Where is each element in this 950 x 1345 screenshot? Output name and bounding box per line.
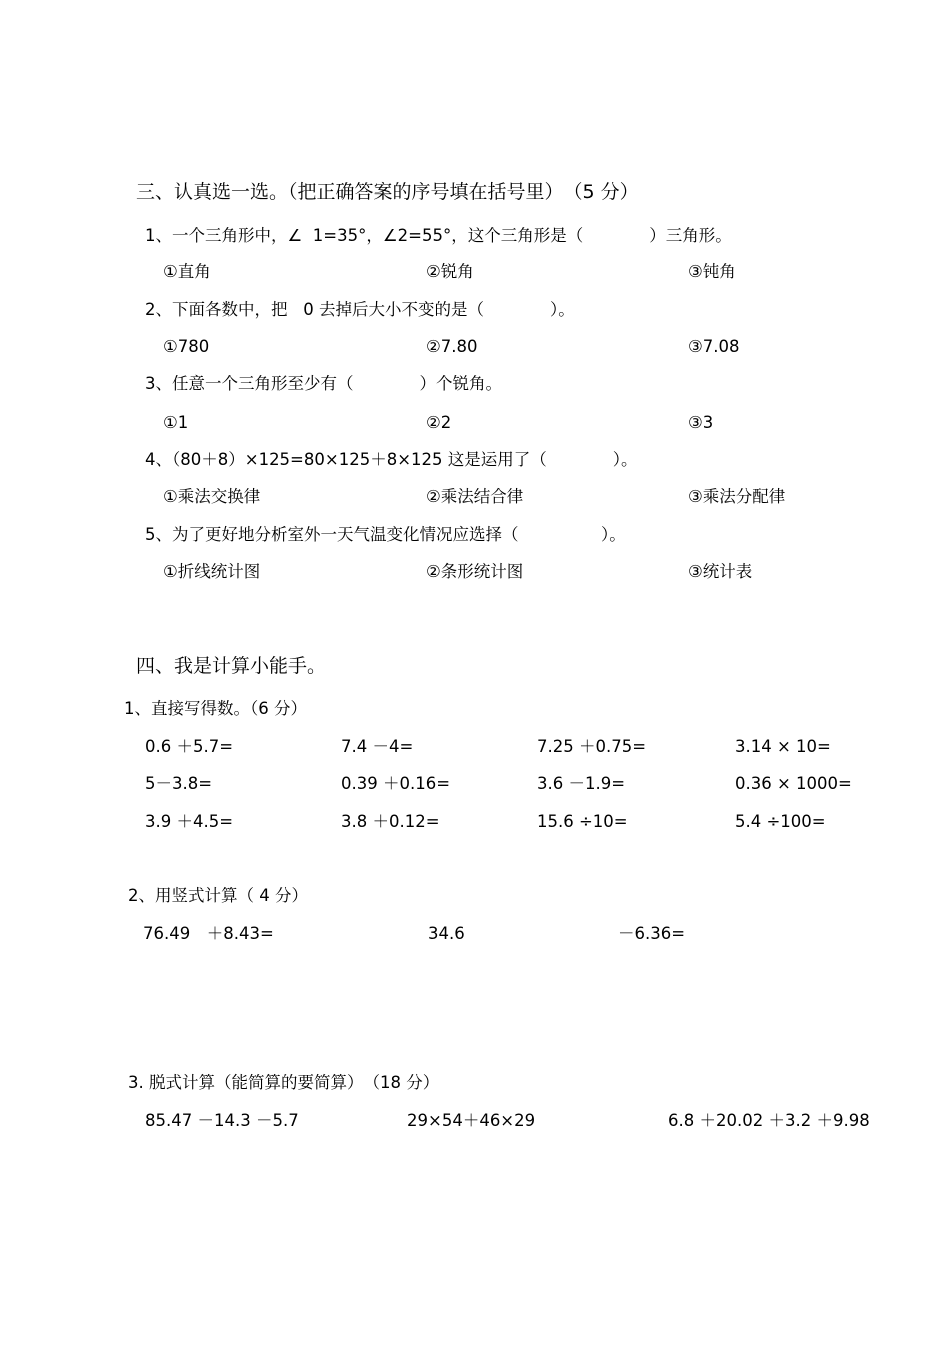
section-4-title: 四、我是计算小能手。 (136, 655, 327, 677)
oral-calc-item: 15.6 ÷10= (537, 812, 628, 831)
stepwise-calc-item: 85.47 －14.3 －5.7 (145, 1111, 299, 1130)
oral-calc-item: 3.9 ＋4.5= (145, 812, 234, 831)
question-5-option-2: ②条形统计图 (426, 562, 524, 581)
question-5-option-3: ③统计表 (688, 562, 753, 581)
question-4-option-3: ③乘法分配律 (688, 487, 786, 506)
question-1-stem: 1、一个三角形中，∠ 1=35°，∠2=55°，这个三角形是（ ）三角形。 (145, 226, 732, 245)
question-3-option-2: ②2 (426, 413, 452, 432)
vertical-calc-item: －6.36= (618, 924, 686, 943)
vertical-calc-item: 34.6 (428, 924, 465, 943)
oral-calc-item: 5.4 ÷100= (735, 812, 826, 831)
oral-calc-item: 7.25 ＋0.75= (537, 737, 647, 756)
question-2-option-2: ②7.80 (426, 337, 478, 356)
vertical-calc-item: 76.49 ＋8.43= (143, 924, 274, 943)
question-3-option-3: ③3 (688, 413, 714, 432)
oral-calc-item: 0.39 ＋0.16= (341, 774, 451, 793)
oral-calc-item: 7.4 －4= (341, 737, 414, 756)
question-2-stem: 2、下面各数中，把 0 去掉后大小不变的是（ ）。 (145, 300, 575, 319)
question-4-option-2: ②乘法结合律 (426, 487, 524, 506)
part-1-title: 1、直接写得数。（6 分） (124, 699, 307, 718)
question-2-option-3: ③7.08 (688, 337, 740, 356)
oral-calc-item: 5－3.8= (145, 774, 213, 793)
question-5-stem: 5、为了更好地分析室外一天气温变化情况应选择（ ）。 (145, 525, 626, 544)
stepwise-calc-item: 29×54＋46×29 (407, 1111, 536, 1130)
oral-calc-item: 3.14 × 10= (735, 737, 831, 756)
oral-calc-item: 0.6 ＋5.7= (145, 737, 234, 756)
question-4-option-1: ①乘法交换律 (163, 487, 261, 506)
question-3-stem: 3、任意一个三角形至少有（ ）个锐角。 (145, 374, 502, 393)
part-2-title: 2、用竖式计算（ 4 分） (128, 886, 308, 905)
question-1-option-1: ①直角 (163, 262, 211, 281)
question-1-option-3: ③钝角 (688, 262, 736, 281)
question-1-option-2: ②锐角 (426, 262, 474, 281)
question-2-option-1: ①780 (163, 337, 210, 356)
part-3-title: 3. 脱式计算（能简算的要简算） （18 分） (128, 1073, 440, 1092)
section-3-title: 三、认真选一选。（把正确答案的序号填在括号里） （5 分） (136, 181, 639, 203)
question-3-option-1: ①1 (163, 413, 189, 432)
question-5-option-1: ①折线统计图 (163, 562, 261, 581)
oral-calc-item: 3.6 －1.9= (537, 774, 626, 793)
oral-calc-item: 3.8 ＋0.12= (341, 812, 440, 831)
oral-calc-item: 0.36 × 1000= (735, 774, 852, 793)
question-4-stem: 4、（80＋8）×125=80×125＋8×125 这是运用了（ ）。 (145, 450, 638, 469)
stepwise-calc-item: 6.8 ＋20.02 ＋3.2 ＋9.98 (668, 1111, 870, 1130)
